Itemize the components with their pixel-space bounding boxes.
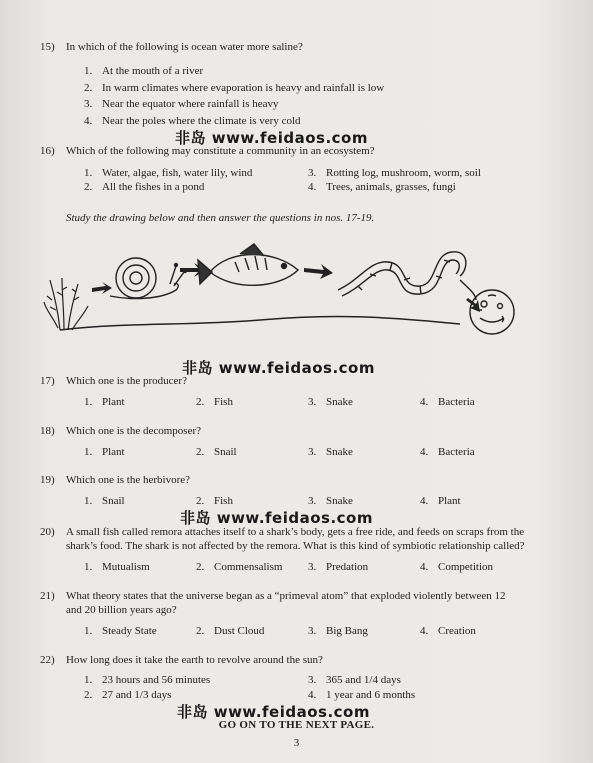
question-17: 17) Which one is the producer? [40,375,187,387]
q16-option-3: 3. Rotting log, mushroom, worm, soil [308,167,481,179]
question-16: 16) Which of the following may constitute a community in an ecosystem? [40,145,375,157]
arrow-icon [304,264,333,279]
q19-option-1: 1. Snail [84,495,125,507]
q22-option-4: 4. 1 year and 6 months [308,689,416,701]
question-20: 20) A small fish called remora attaches itself to a shark’s body, gets a free ride, and feeds on scraps from the [40,526,525,538]
question-20-line-2: shark’s food. The shark is not affected by the remora. What is this kind of symbiotic relationship called? [66,540,525,552]
q20-option-3: 3. Predation [308,561,369,573]
q18-option-2: 2. Snail [196,446,237,458]
snail-icon [110,258,187,298]
q17-option-3: 3. Snake [308,396,353,408]
go-on-notice: GO ON TO THE NEXT PAGE. [218,719,375,731]
plant-icon [44,278,88,330]
q19-option-2: 2. Fish [196,495,233,507]
q22-option-1: 1. 23 hours and 56 minutes [84,674,211,686]
question-22: 22) How long does it take the earth to revolve around the sun? [40,654,323,666]
question-21: 21) What theory states that the universe began as a “primeval atom” that exploded violently between 12 [40,590,506,602]
q20-option-1: 1. Mutualism [84,561,150,573]
watermark: 非岛 www.feidaos.com [180,509,373,527]
bacteria-icon [470,290,514,334]
q16-option-2: 2. All the fishes in a pond [84,181,205,193]
q15-option-4: 4. Near the poles where the climate is very cold [84,115,301,127]
q18-option-1: 1. Plant [84,446,125,458]
ground-line [60,317,460,330]
food-chain-drawing [40,240,530,350]
question-text: In which of the following is ocean water more saline? [66,41,303,53]
q22-option-2: 2. 27 and 1/3 days [84,689,172,701]
q22-option-3: 3. 365 and 1/4 days [308,674,401,686]
q17-option-1: 1. Plant [84,396,125,408]
q18-option-3: 3. Snake [308,446,353,458]
q16-option-1: 1. Water, algae, fish, water lily, wind [84,167,253,179]
question-21-line-2: and 20 billion years ago? [66,604,177,616]
question-15 [40,40,303,54]
q21-option-2: 2. Dust Cloud [196,625,265,637]
q21-option-4: 4. Creation [420,625,476,637]
q20-option-2: 2. Commensalism [196,561,283,573]
q18-option-4: 4. Bacteria [420,446,475,458]
arrow-icon [92,282,112,294]
q16-option-4: 4. Trees, animals, grasses, fungi [308,181,456,193]
q19-option-4: 4. Plant [420,495,461,507]
q17-option-2: 2. Fish [196,396,233,408]
snake-icon [338,252,476,300]
q19-option-3: 3. Snake [308,495,353,507]
q21-option-1: 1. Steady State [84,625,157,637]
q15-option-1: 1. At the mouth of a river [84,65,204,77]
watermark: 非岛 www.feidaos.com [182,359,375,377]
q17-option-4: 4. Bacteria [420,396,475,408]
q15-option-3: 3. Near the equator where rainfall is heavy [84,98,279,110]
question-number: 15) [40,41,55,53]
q15-option-2: 2. In warm climates where evaporation is heavy and rainfall is low [84,82,385,94]
question-18: 18) Which one is the decomposer? [40,425,202,437]
q21-option-3: 3. Big Bang [308,625,368,637]
drawing-instruction: Study the drawing below and then answer the questions in nos. 17-19. [66,212,375,224]
q20-option-4: 4. Competition [420,561,493,573]
fish-icon [198,244,298,285]
page-number: 3 [293,737,300,749]
watermark: 非岛 www.feidaos.com [175,129,368,147]
question-19: 19) Which one is the herbivore? [40,474,191,486]
watermark: 非岛 www.feidaos.com [177,703,370,721]
